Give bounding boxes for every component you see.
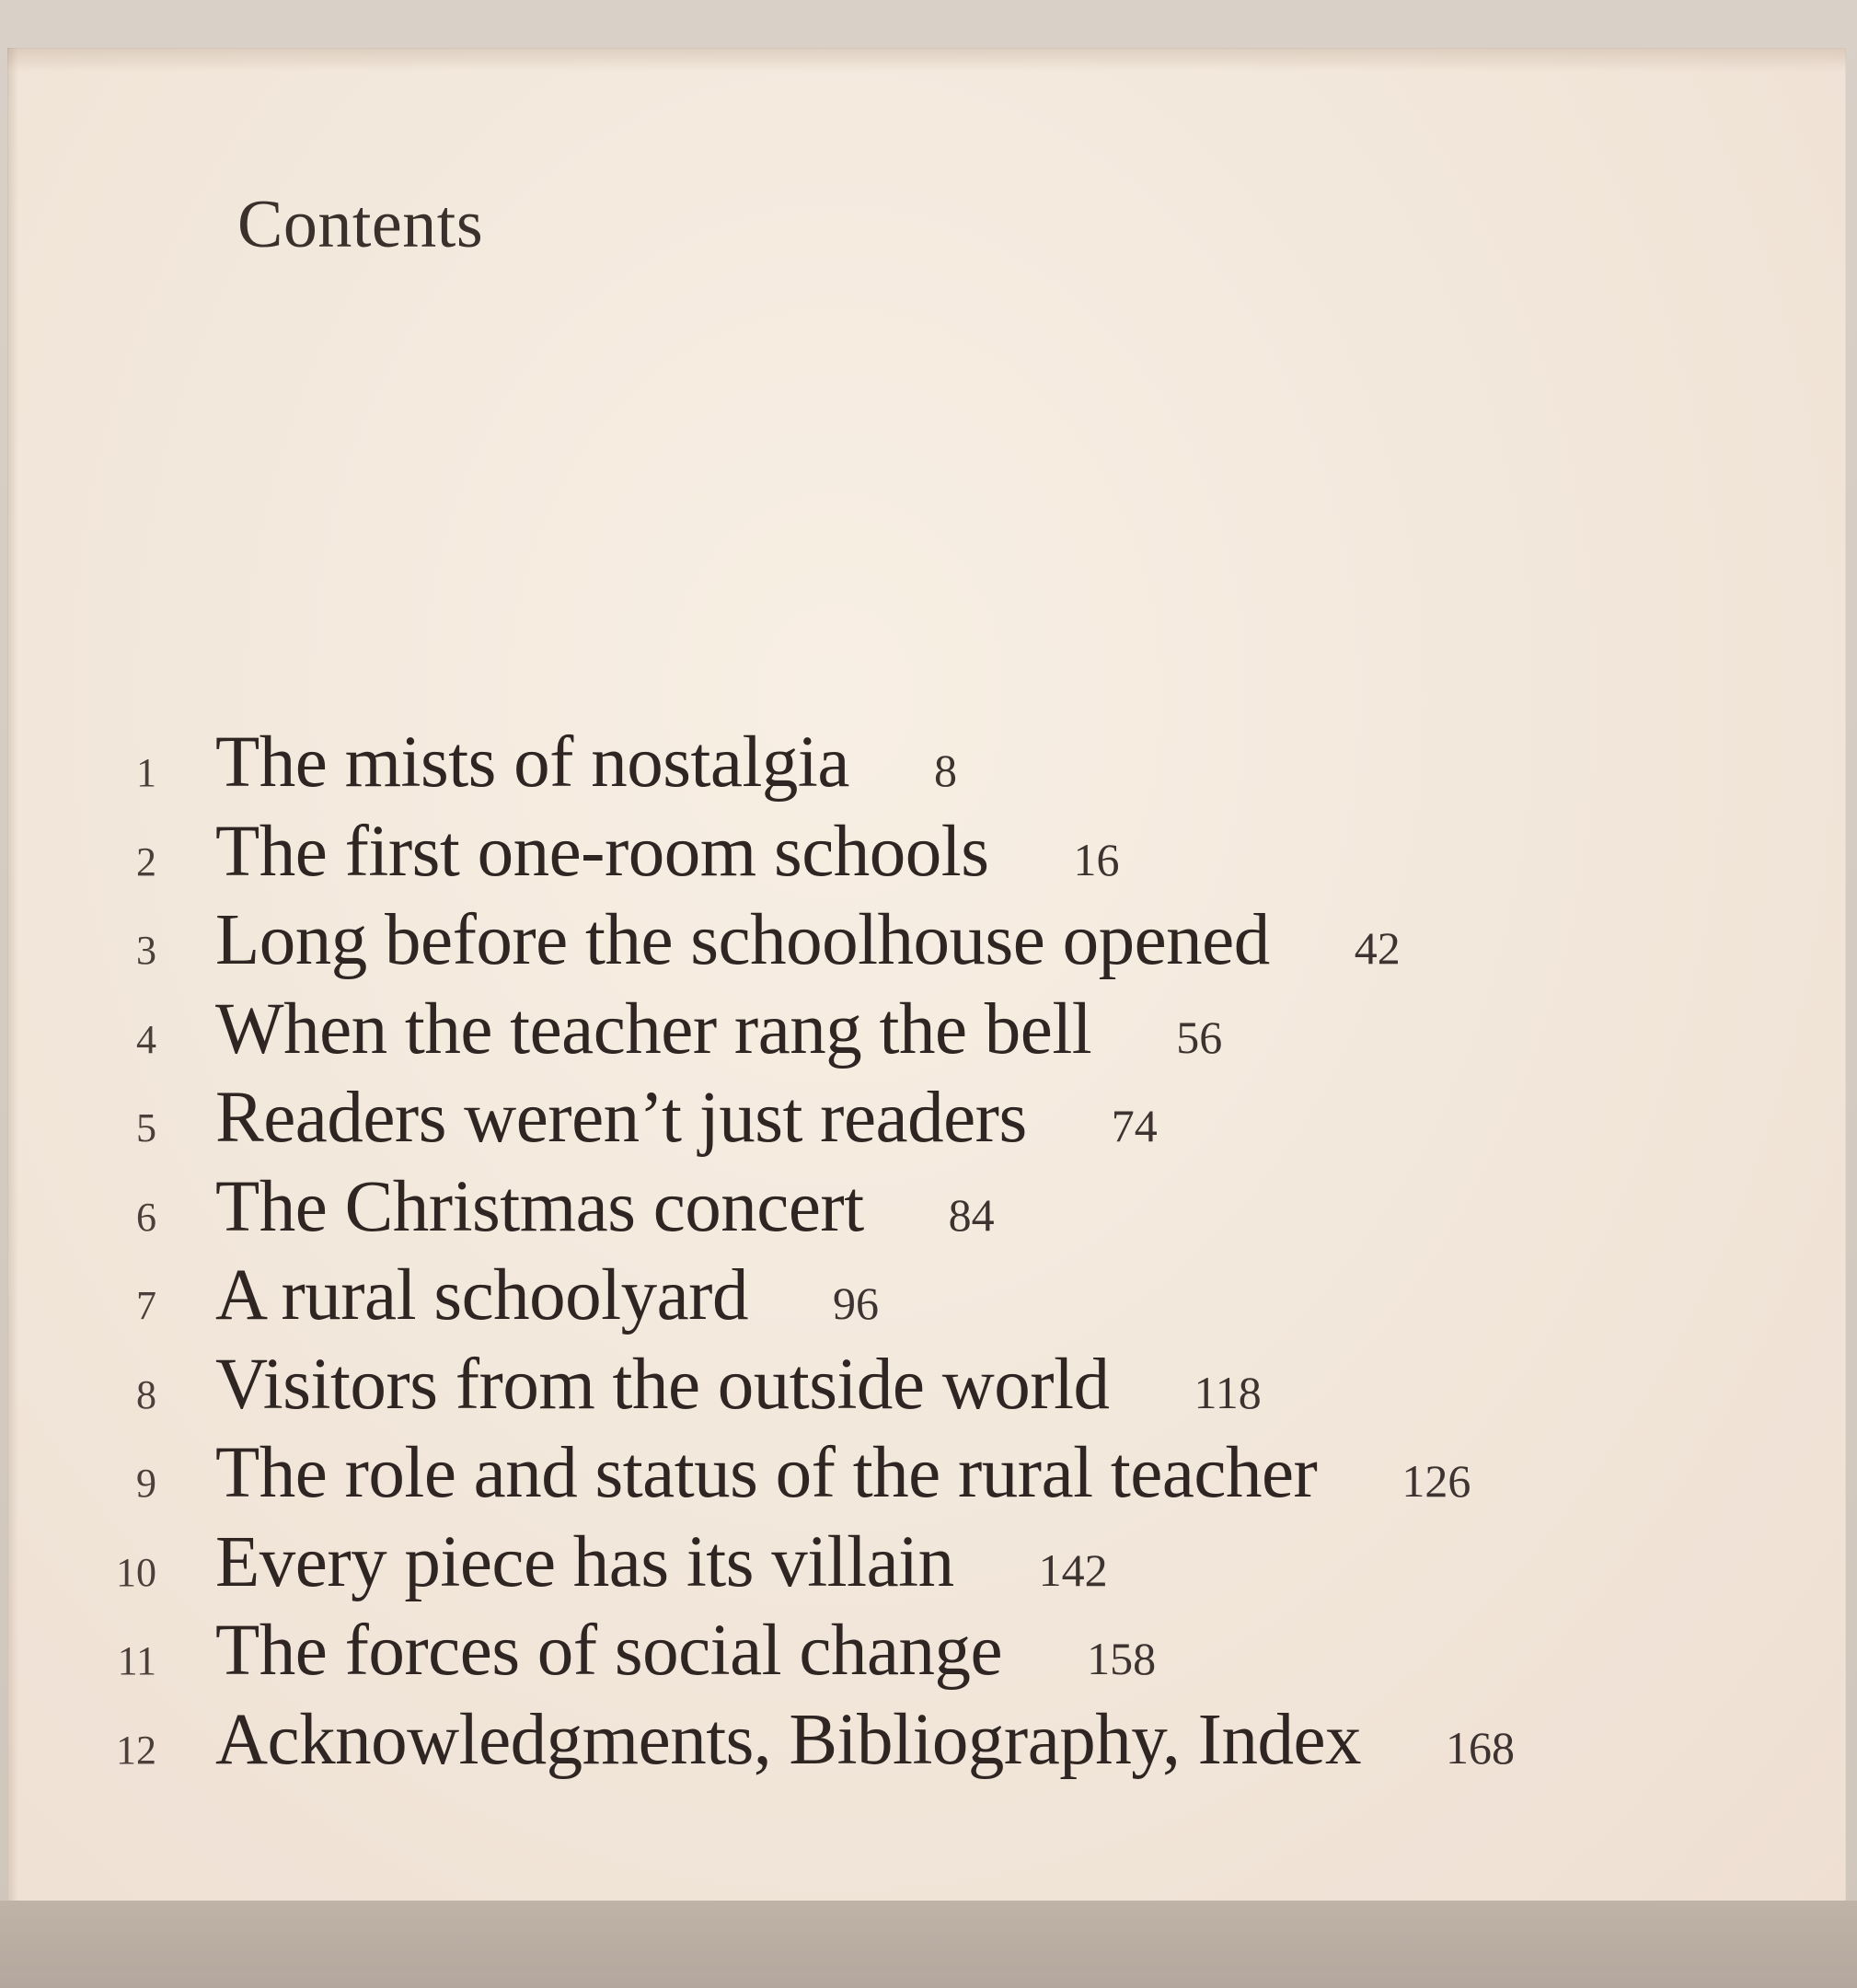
page-number: 168 — [1446, 1721, 1516, 1774]
page-number: 158 — [1087, 1633, 1157, 1684]
toc-entry — [92, 1254, 1748, 1344]
toc-entry — [92, 1344, 1748, 1433]
chapter-number: 5 — [136, 1105, 156, 1150]
chapter-title: Every piece has its villain — [215, 1521, 954, 1602]
chapter-title: When the teacher rang the bell — [215, 988, 1092, 1069]
chapter-number: 12 — [116, 1727, 156, 1773]
chapter-title: The Christmas concert — [215, 1166, 864, 1247]
chapter-title: The first one-room schools — [215, 811, 989, 892]
chapter-number: 2 — [136, 838, 156, 884]
chapter-title: The role and status of the rural teacher — [215, 1433, 1318, 1513]
page-top-shadow — [7, 48, 1846, 72]
chapter-number: 8 — [136, 1371, 156, 1417]
page-number: 74 — [1111, 1100, 1158, 1151]
page-number: 118 — [1194, 1366, 1262, 1418]
chapter-title: The forces of social change — [215, 1611, 1003, 1691]
chapter-title: A rural schoolyard — [215, 1255, 748, 1335]
chapter-number: 9 — [136, 1461, 156, 1506]
chapter-number: 6 — [136, 1194, 156, 1240]
page-number: 96 — [832, 1277, 879, 1329]
chapter-number: 3 — [136, 928, 156, 973]
page-number: 8 — [933, 745, 957, 796]
toc-entry — [92, 1166, 1748, 1255]
toc-entry — [92, 722, 1748, 811]
page-gutter-shadow — [7, 48, 18, 1902]
page-title: Contents — [237, 187, 484, 262]
chapter-title: Acknowledgments, Bibliography, Index — [215, 1699, 1362, 1780]
chapter-title: Readers weren’t just readers — [215, 1078, 1027, 1158]
chapter-title: Visitors from the outside world — [215, 1344, 1110, 1425]
toc-entry — [92, 1521, 1748, 1611]
toc-entry — [92, 899, 1748, 988]
page-number: 16 — [1073, 833, 1120, 885]
page-number: 56 — [1176, 1011, 1223, 1063]
toc-entry — [92, 1699, 1748, 1788]
page-number: 42 — [1354, 922, 1401, 974]
page-number: 84 — [948, 1188, 995, 1241]
chapter-title: Long before the schoolhouse opened — [215, 900, 1270, 980]
page-number: 142 — [1038, 1543, 1108, 1596]
page-number: 126 — [1401, 1455, 1471, 1507]
toc-entry — [92, 1432, 1748, 1521]
chapter-number: 7 — [136, 1283, 156, 1328]
chapter-number: 1 — [136, 750, 156, 795]
toc-entry — [92, 1610, 1748, 1699]
chapter-number: 10 — [116, 1549, 156, 1595]
table-surface — [0, 1901, 1857, 1988]
chapter-title: The mists of nostalgia — [215, 722, 849, 803]
chapter-number: 4 — [136, 1016, 156, 1062]
toc-entry — [92, 811, 1748, 900]
chapter-number: 11 — [117, 1638, 156, 1683]
toc-entry — [92, 1077, 1748, 1166]
toc-entry — [92, 988, 1748, 1078]
table-of-contents — [92, 722, 1748, 1787]
